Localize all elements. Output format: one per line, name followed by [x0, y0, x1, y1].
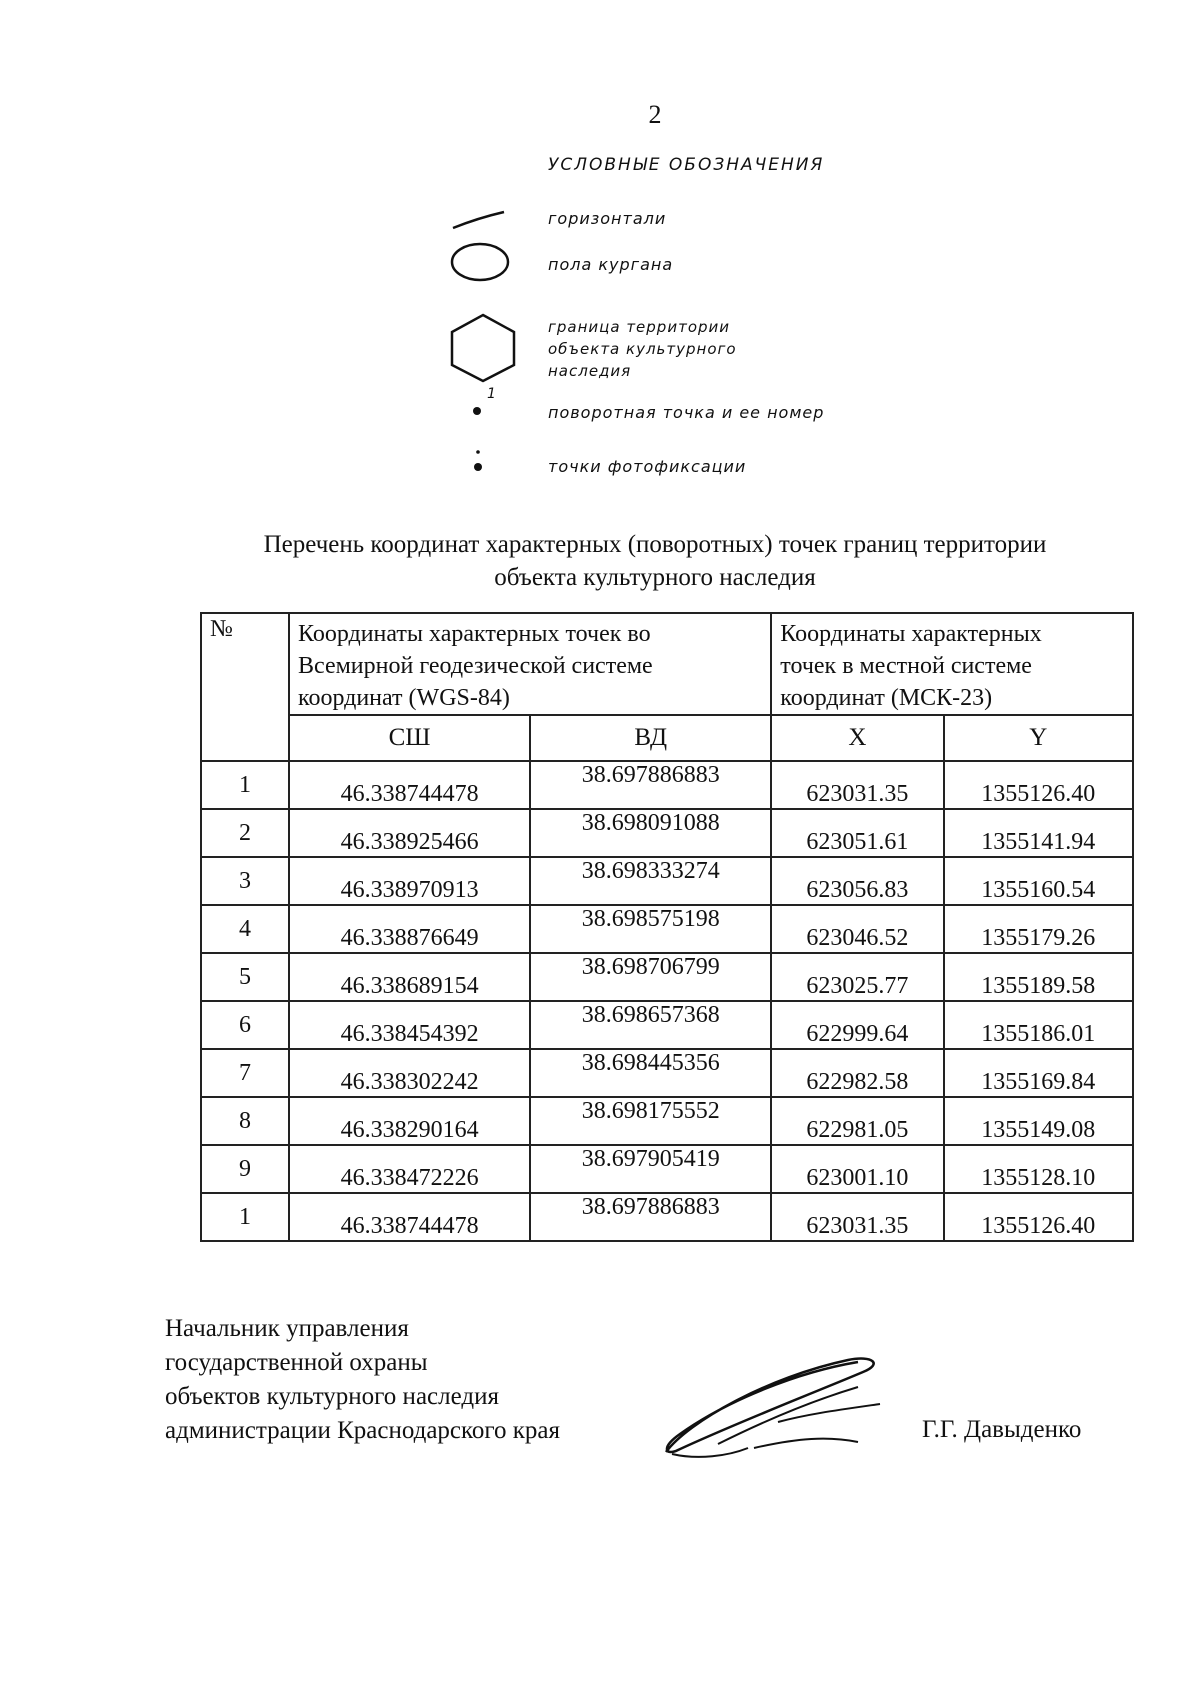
x-cell: 622982.58 — [771, 1049, 943, 1097]
mound-ellipse-icon — [448, 240, 512, 284]
x-cell: 623025.77 — [771, 953, 943, 1001]
y-cell: 1355149.08 — [944, 1097, 1134, 1145]
point-number: 3 — [201, 857, 289, 905]
lat-header: СШ — [289, 715, 530, 761]
latitude-cell: 46.338472226 — [289, 1145, 530, 1193]
table-row — [201, 953, 1133, 1001]
x-cell: 622999.64 — [771, 1001, 943, 1049]
coordinates-table — [200, 612, 1134, 1242]
y-cell: 1355169.84 — [944, 1049, 1134, 1097]
table-row — [201, 905, 1133, 953]
photo-point-icon — [472, 448, 484, 474]
wgs-header: Координаты характерных точек во Всемирной геодезической системе координат (WGS-84) — [289, 613, 771, 715]
table-row — [201, 1145, 1133, 1193]
x-cell: 623031.35 — [771, 761, 943, 809]
latitude-cell: 46.338744478 — [289, 1193, 530, 1241]
table-row — [201, 1001, 1133, 1049]
legend-label-turning-point: поворотная точка и ее номер — [548, 403, 825, 422]
legend-label-boundary: граница территории объекта культурного наследия — [548, 318, 737, 380]
msk-header: Координаты характерных точек в местной системе координат (МСК-23) — [771, 613, 1133, 715]
contour-line-icon — [448, 208, 508, 232]
table-row — [201, 1097, 1133, 1145]
list-title: Перечень координат характерных (поворотных) точек границ территории объекта культурного наследия — [263, 531, 1047, 591]
y-cell: 1355189.58 — [944, 953, 1134, 1001]
point-number: 1 — [201, 761, 289, 809]
latitude-cell: 46.338970913 — [289, 857, 530, 905]
signer-position: Начальник управления государственной охраны объектов культурного наследия администрации Краснодарского края — [165, 1315, 561, 1444]
latitude-cell: 46.338876649 — [289, 905, 530, 953]
turning-point-icon — [470, 404, 484, 418]
legend-point-number: 1 — [487, 386, 496, 402]
longitude-cell: 38.698706799 — [530, 953, 771, 1001]
point-number: 9 — [201, 1145, 289, 1193]
signer-name: Г.Г. Давыденко — [922, 1416, 1082, 1443]
table-row — [201, 1193, 1133, 1241]
point-number: 8 — [201, 1097, 289, 1145]
table-row — [201, 857, 1133, 905]
lon-header: ВД — [530, 715, 771, 761]
x-cell: 622981.05 — [771, 1097, 943, 1145]
y-cell: 1355141.94 — [944, 809, 1134, 857]
longitude-cell: 38.698175552 — [530, 1097, 771, 1145]
point-number: 5 — [201, 953, 289, 1001]
latitude-cell: 46.338454392 — [289, 1001, 530, 1049]
point-number: 1 — [201, 1193, 289, 1241]
latitude-cell: 46.338744478 — [289, 761, 530, 809]
signature — [658, 1352, 888, 1462]
x-cell: 623001.10 — [771, 1145, 943, 1193]
point-number: 4 — [201, 905, 289, 953]
y-cell: 1355128.10 — [944, 1145, 1134, 1193]
point-number: 7 — [201, 1049, 289, 1097]
hexagon-boundary-icon — [448, 312, 518, 384]
latitude-cell: 46.338290164 — [289, 1097, 530, 1145]
x-cell: 623031.35 — [771, 1193, 943, 1241]
point-number: 6 — [201, 1001, 289, 1049]
longitude-cell: 38.698091088 — [530, 809, 771, 857]
latitude-cell: 46.338689154 — [289, 953, 530, 1001]
x-cell: 623056.83 — [771, 857, 943, 905]
y-cell: 1355160.54 — [944, 857, 1134, 905]
longitude-cell: 38.697886883 — [530, 1193, 771, 1241]
table-row — [201, 1049, 1133, 1097]
table-row — [201, 809, 1133, 857]
x-header: X — [771, 715, 943, 761]
legend-label-contours: горизонтали — [548, 209, 667, 228]
longitude-cell: 38.698657368 — [530, 1001, 771, 1049]
longitude-cell: 38.697886883 — [530, 761, 771, 809]
x-cell: 623046.52 — [771, 905, 943, 953]
latitude-cell: 46.338925466 — [289, 809, 530, 857]
y-cell: 1355179.26 — [944, 905, 1134, 953]
legend-label-mound: пола кургана — [548, 255, 674, 274]
y-header: Y — [944, 715, 1134, 761]
legend-title: УСЛОВНЫЕ ОБОЗНАЧЕНИЯ — [548, 155, 825, 175]
longitude-cell: 38.698575198 — [530, 905, 771, 953]
y-cell: 1355126.40 — [944, 761, 1134, 809]
longitude-cell: 38.698333274 — [530, 857, 771, 905]
x-cell: 623051.61 — [771, 809, 943, 857]
num-header: № — [201, 613, 289, 761]
y-cell: 1355126.40 — [944, 1193, 1134, 1241]
longitude-cell: 38.698445356 — [530, 1049, 771, 1097]
table-row — [201, 761, 1133, 809]
point-number: 2 — [201, 809, 289, 857]
legend-label-photo-points: точки фотофиксации — [548, 457, 747, 476]
latitude-cell: 46.338302242 — [289, 1049, 530, 1097]
longitude-cell: 38.697905419 — [530, 1145, 771, 1193]
y-cell: 1355186.01 — [944, 1001, 1134, 1049]
page-number: 2 — [648, 100, 662, 129]
